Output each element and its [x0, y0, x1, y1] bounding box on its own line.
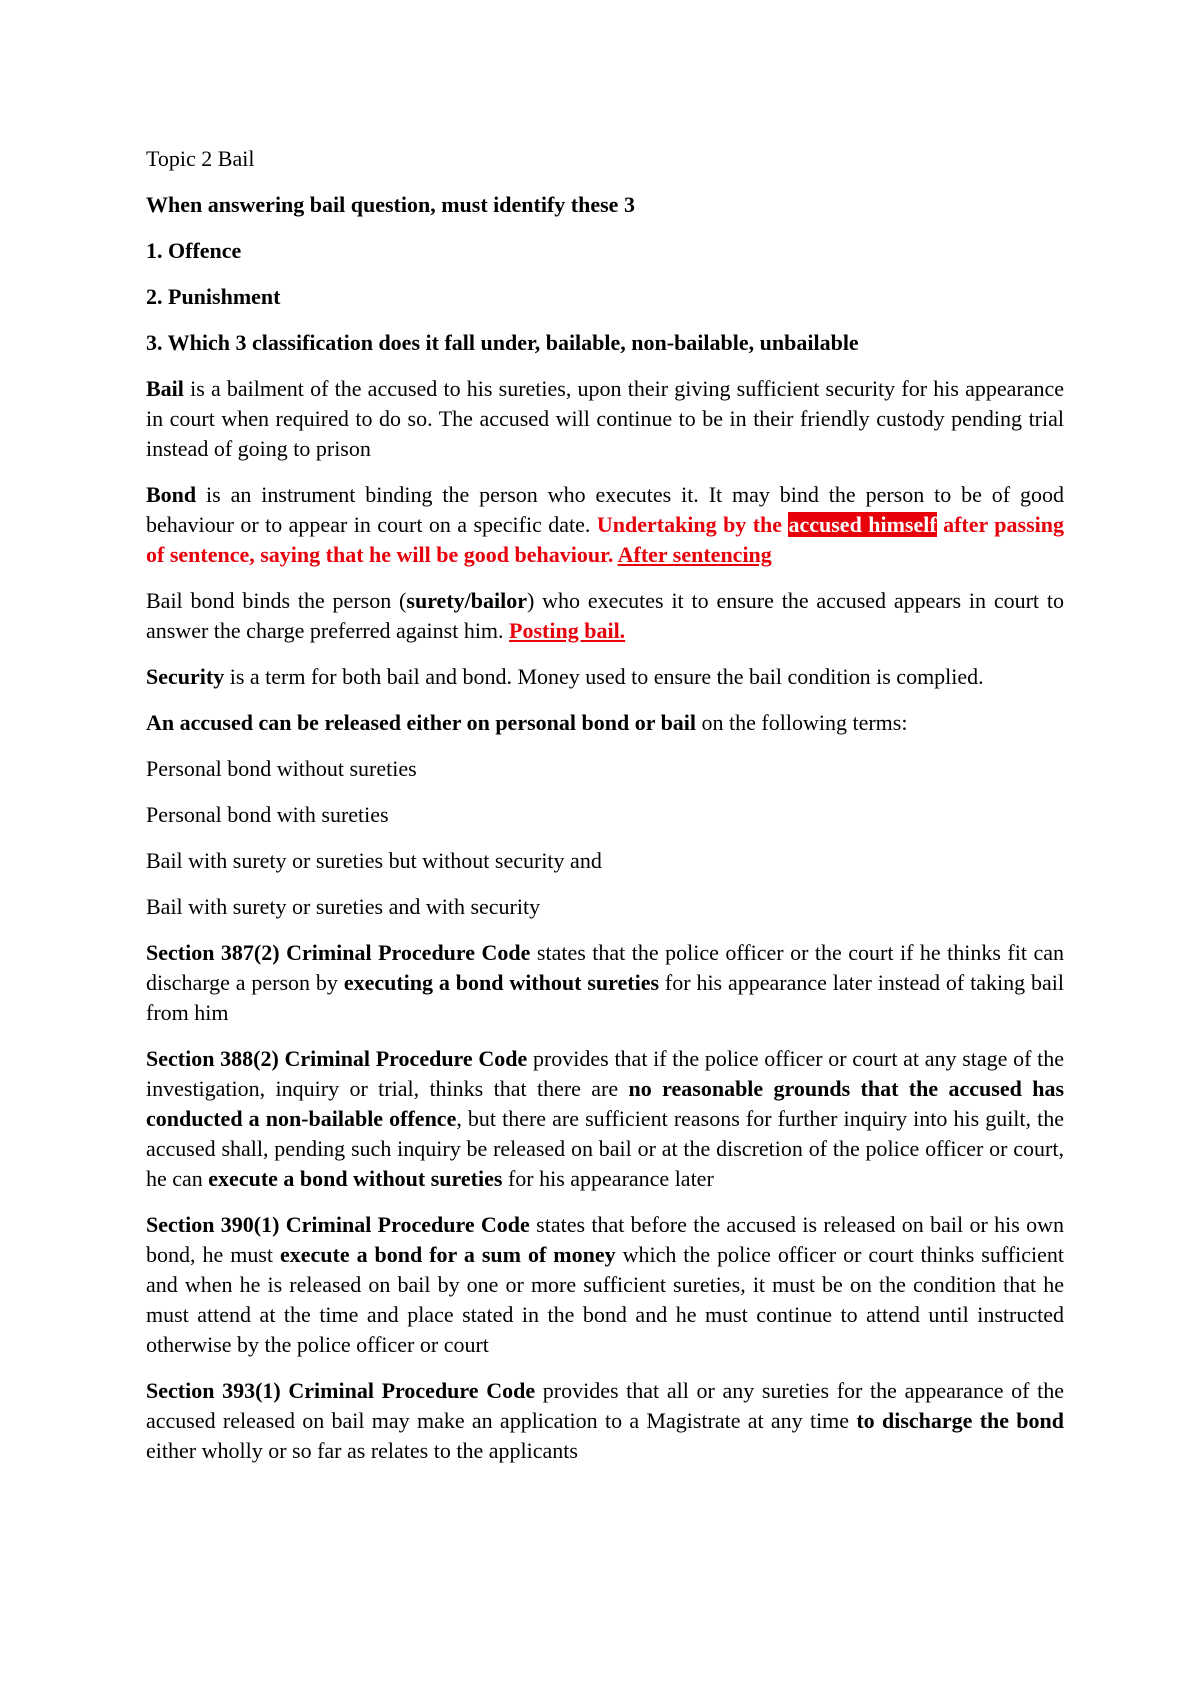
bond-term: Bond: [146, 482, 197, 507]
red-underlined-note: After sentencing: [617, 542, 772, 567]
term-item: Personal bond without sureties: [146, 756, 417, 781]
bail-definition: Bail is a bailment of the accused to his sureties, upon their giving sufficient security for his appearance in court when required to do so. The accused will continue to be in their friendly custody pending trial instead of going to prison: [146, 376, 1064, 461]
term-item: Bail with surety or sureties but without security and: [146, 848, 602, 873]
step-item: 3. Which 3 classification does it fall under, bailable, non-bailable, unbailable: [146, 330, 859, 355]
red-note: Undertaking by the: [596, 512, 789, 537]
document-page: [146, 144, 1064, 1482]
highlighted-text: accused himself: [788, 512, 937, 537]
bail-bond-definition: Bail bond binds the person (surety/bailor) who executes it to ensure the accused appears in court to answer the charge preferred against him. Posting bail.: [146, 588, 1064, 643]
intro-line: When answering bail question, must identify these 3: [146, 192, 635, 217]
bond-definition: Bond is an instrument binding the person who executes it. It may bind the person to be of good behaviour or to appear in court on a specific date. Undertaking by the accused himself after passing of sentence, saying that he will be good behaviour. After sentencing: [146, 482, 1065, 567]
release-line: An accused can be released either on personal bond or bail on the following terms:: [146, 710, 908, 735]
document-title: Topic 2 Bail: [146, 146, 255, 171]
section-393: Section 393(1) Criminal Procedure Code provides that all or any sureties for the appearance of the accused released on bail may make an application to a Magistrate at any time to discharge the bond either wholly or so far as relates to the applicants: [146, 1378, 1065, 1463]
bail-term: Bail: [146, 376, 184, 401]
red-underlined-note: Posting bail.: [509, 618, 626, 643]
security-term: Security: [146, 664, 225, 689]
section-387: Section 387(2) Criminal Procedure Code states that the police officer or the court if he thinks fit can discharge a person by executing a bond without sureties for his appearance later instead of taking bail from him: [146, 940, 1065, 1025]
term-item: Bail with surety or sureties and with security: [146, 894, 541, 919]
red-note: after passing of sentence, saying that he will be good behaviour.: [146, 512, 1065, 567]
step-item: 2. Punishment: [146, 284, 281, 309]
step-item: 1. Offence: [146, 238, 242, 263]
section-388: Section 388(2) Criminal Procedure Code provides that if the police officer or court at any stage of the investigation, inquiry or trial, thinks that there are no reasonable grounds that the accused has conducted a non-bailable offence, but there are sufficient reasons for further inquiry into his guilt, the accused shall, pending such inquiry be released on bail or at the discretion of the police officer or court, he can execute a bond without sureties for his appearance later: [146, 1046, 1065, 1191]
section-390: Section 390(1) Criminal Procedure Code states that before the accused is released on bail or his own bond, he must execute a bond for a sum of money which the police officer or court thinks sufficient and when he is released on bail by one or more sufficient sureties, it must be on the condition that he must attend at the time and place stated in the bond and he must continue to attend until instructed otherwise by the police officer or court: [146, 1212, 1064, 1357]
term-item: Personal bond with sureties: [146, 802, 389, 827]
security-definition: Security is a term for both bail and bond. Money used to ensure the bail condition is complied.: [146, 664, 984, 689]
